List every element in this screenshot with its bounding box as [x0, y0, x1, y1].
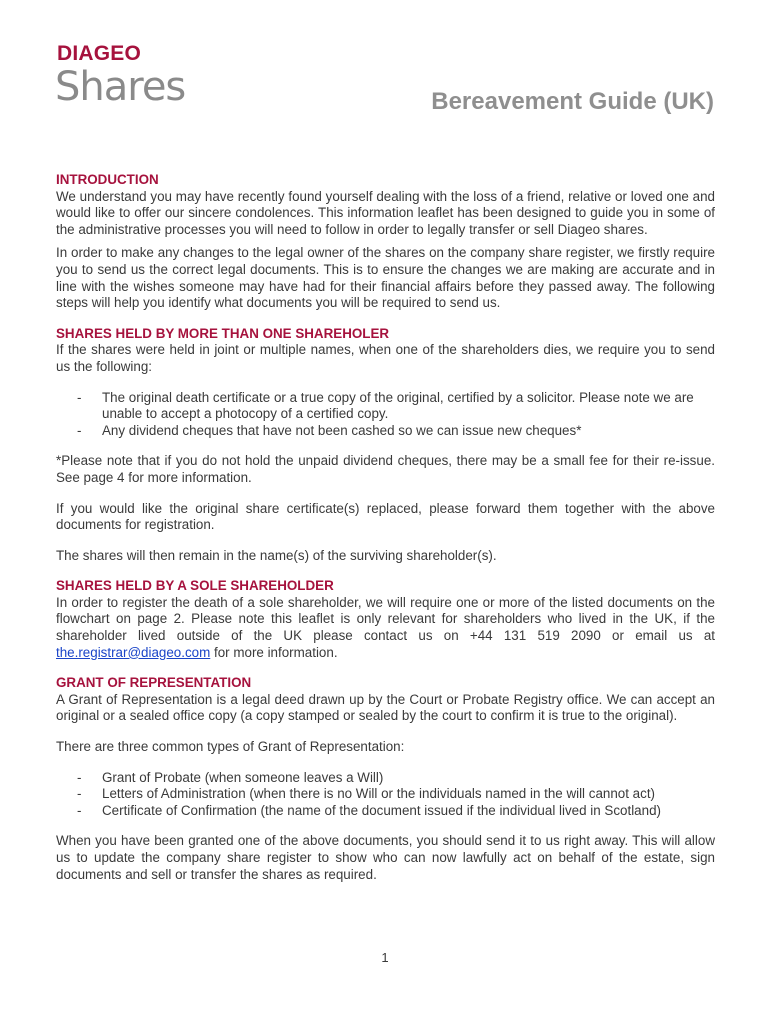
grant-types-intro: There are three common types of Grant of Representation:	[56, 739, 405, 755]
joint-shareholders-paragraph: If the shares were held in joint or multiple names, when one of the shareholders dies, we require you to send us the following:	[56, 342, 715, 374]
list-item	[56, 770, 715, 787]
grant-representation-heading: GRANT OF REPRESENTATION	[56, 675, 252, 691]
list-item	[56, 423, 715, 440]
grant-representation-paragraph-1: A Grant of Representation is a legal deed drawn up by the Court or Probate Registry office. We can accept an original or a sealed office copy (a copy stamped or sealed by the court to confirm it is true to the original).	[56, 691, 715, 724]
page-title: Bereavement Guide (UK)	[431, 88, 714, 115]
list-item-text: Certificate of Confirmation (the name of the document issued if the individual lived in Scotland)	[102, 802, 661, 818]
list-item	[56, 390, 715, 423]
list-item-text: The original death certificate or a true copy of the original, certified by a solicitor. Please note we are unable to accept a photocopy of a certified copy.	[102, 389, 694, 422]
certificate-replacement-paragraph: If you would like the original share certificate(s) replaced, please forward them together with the above documents for registration.	[56, 500, 715, 533]
introduction-paragraph-1: We understand you may have recently found yourself dealing with the loss of a friend, relative or loved one and would like to offer our sincere condolences. This information leaflet has been designed to guide you in some of the administrative processes you will need to follow in order to legally transfer or sell Diageo shares.	[56, 188, 715, 237]
sole-shareholder-heading: SHARES HELD BY A SOLE SHAREHOLDER	[56, 578, 334, 594]
introduction-paragraph-2: In order to make any changes to the legal owner of the shares on the company share register, we firstly require you to send us the correct legal documents. This is to ensure the changes we are making are accurate and in line with the wishes someone may have had for their financial affairs before they passed away. The following steps will help you identify what documents you will be required to send us.	[56, 245, 715, 311]
sole-shareholder-text-end: for more information.	[210, 644, 338, 660]
list-dash: -	[77, 389, 82, 405]
shares-logo-text: Shares	[55, 64, 186, 110]
diageo-logo-text: DIAGEO	[57, 42, 142, 65]
list-dash: -	[77, 422, 82, 438]
list-item-text: Any dividend cheques that have not been cashed so we can issue new cheques*	[102, 422, 582, 438]
list-dash: -	[77, 802, 82, 818]
sole-shareholder-paragraph	[56, 595, 715, 661]
list-item	[56, 786, 715, 803]
page-number: 1	[381, 950, 389, 965]
joint-documents-list	[56, 390, 715, 440]
list-item-text: Letters of Administration (when there is no Will or the individuals named in the will cannot act)	[102, 786, 656, 802]
list-dash: -	[77, 786, 82, 802]
grant-representation-paragraph-3: When you have been granted one of the above documents, you should send it to us right away. This will allow us to update the company share register to show who can now lawfully act on behalf of the estate, sign documents and sell or transfer the shares as required.	[56, 833, 715, 882]
document-body	[56, 172, 715, 883]
joint-shareholders-heading: SHARES HELD BY MORE THAN ONE SHAREHOLER	[56, 325, 390, 341]
introduction-heading: INTRODUCTION	[56, 172, 159, 187]
dividend-fee-note: *Please note that if you do not hold the unpaid dividend cheques, there may be a small fee for their re-issue. See page 4 for more information.	[56, 453, 715, 485]
list-item	[56, 803, 715, 820]
list-dash: -	[77, 769, 82, 785]
surviving-shareholder-paragraph: The shares will then remain in the name(s) of the surviving shareholder(s).	[56, 547, 497, 563]
sole-shareholder-text: In order to register the death of a sole shareholder, we will require one or more of the listed documents on the flowchart on page 2. Please note this leaflet is only relevant for shareholders who lived in the UK, if the shareholder lived outside of the UK please contact us on +44 131 519 2090 or email us at	[56, 594, 715, 644]
registrar-email-link[interactable]: the.registrar@diageo.com	[56, 644, 211, 660]
list-item-text: Grant of Probate (when someone leaves a Will)	[102, 769, 384, 785]
grant-types-list	[56, 770, 715, 820]
